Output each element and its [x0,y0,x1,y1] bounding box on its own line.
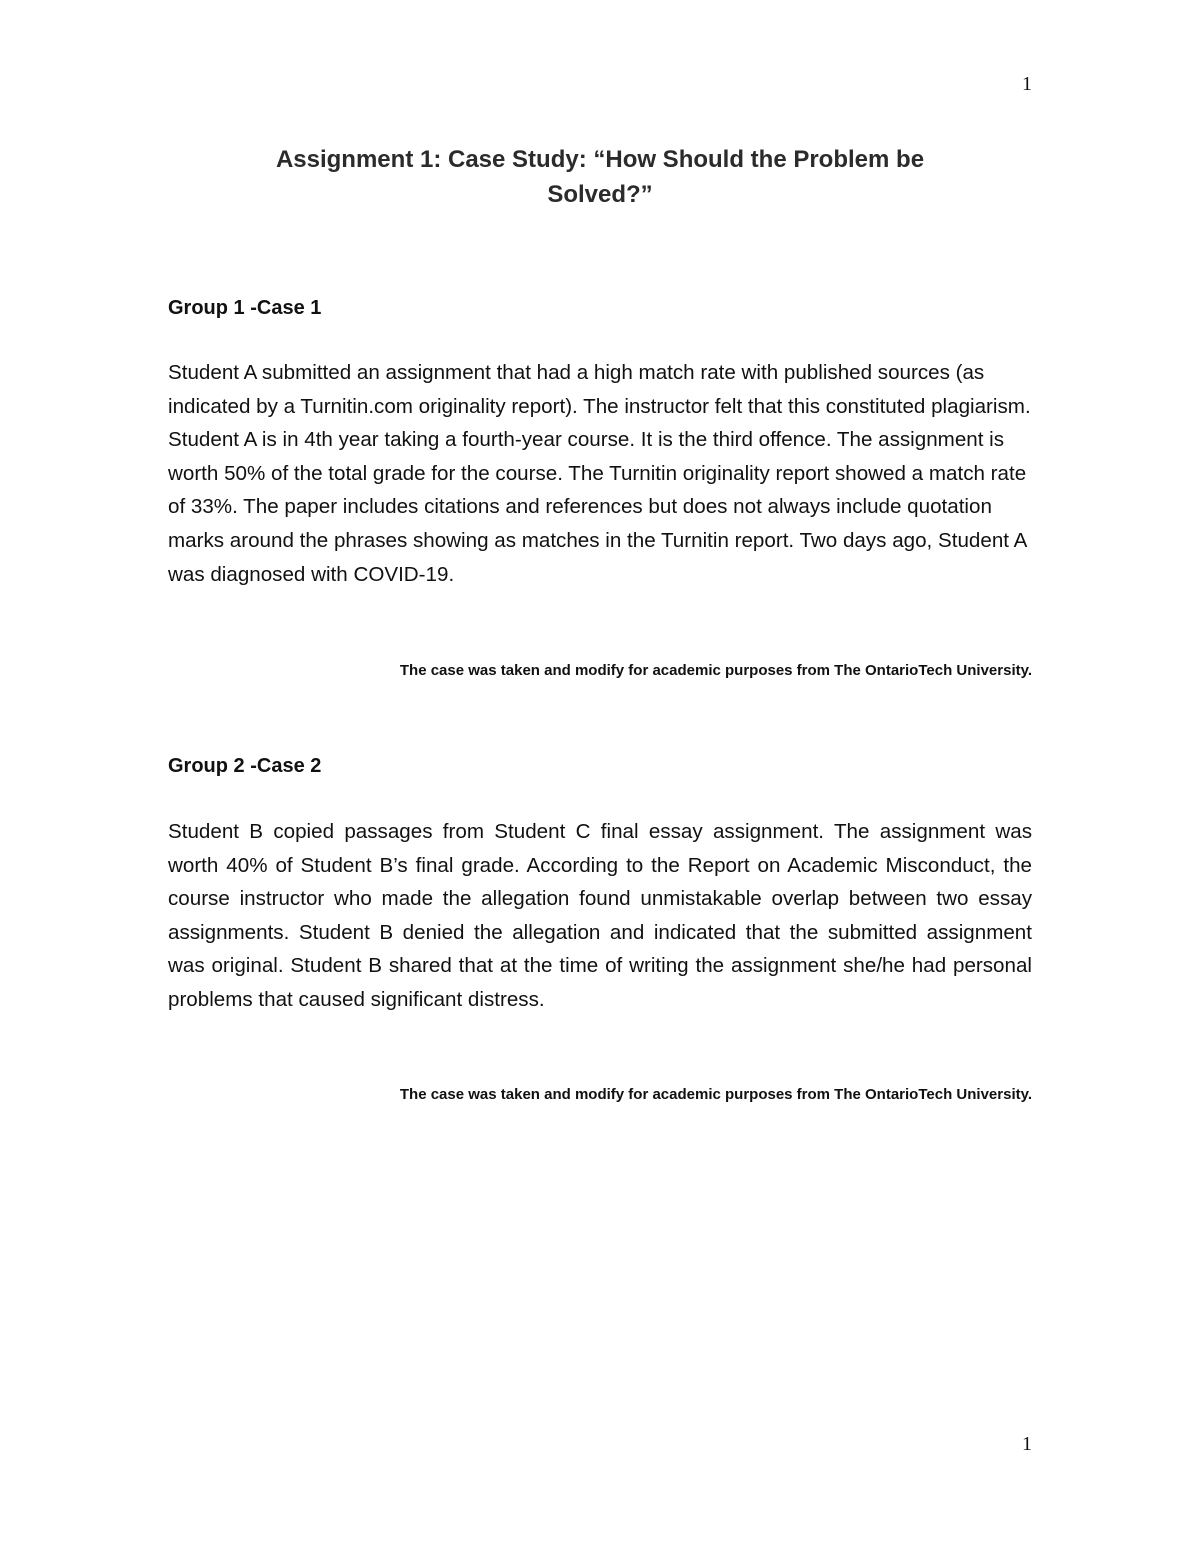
page-number-top: 1 [1022,73,1032,95]
case1-body: Student A submitted an assignment that had a high match rate with published sources (as indicated by a Turnitin.com originality report). The instructor felt that this constituted plagiarism. Student A is in 4th year taking a fourth-year course. It is the third offence. The assignment is worth 50% of the total grade for the course. The Turnitin originality report showed a match rate of 33%. The paper includes citations and references but does not always include quotation marks around the phrases showing as matches in the Turnitin report. Two days ago, Student A was diagnosed with COVID-19. [168,361,1031,586]
case2-heading: Group 2 -Case 2 [168,755,322,777]
case2-body: Student B copied passages from Student C final essay assignment. The assignment was worth 40% of Student B’s final grade. According to the Report on Academic Misconduct, the course instructor who made the allegation found unmistakable overlap between two essay assignments. Student B denied the allegation and indicated that the submitted assignment was original. Student B shared that at the time of writing the assignment she/he had personal problems that caused significant distress. [168,820,1032,1011]
case2-source-note: The case was taken and modify for academic purposes from The OntarioTech University. [399,1086,1032,1103]
case1-heading: Group 1 -Case 1 [168,297,322,319]
page-title [168,142,1032,212]
title-line-1: Assignment 1: Case Study: “How Should the Problem be [275,146,925,173]
title-line-2: Solved?” [547,181,653,208]
page-number-bottom: 1 [1022,1433,1032,1455]
case1-source-note: The case was taken and modify for academic purposes from The OntarioTech University. [399,662,1032,679]
